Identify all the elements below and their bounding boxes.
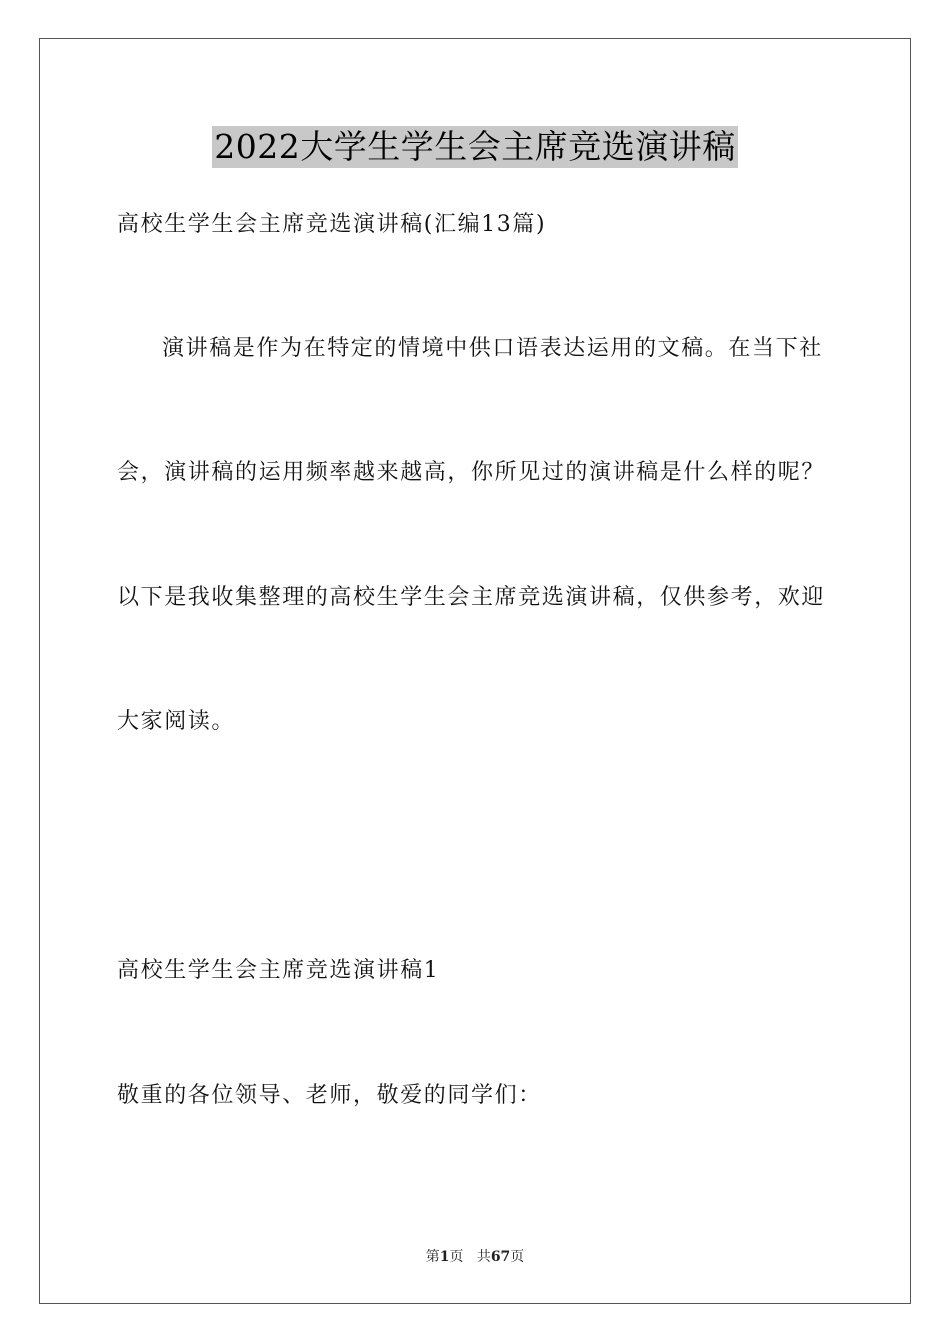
- title-container: [0, 126, 950, 168]
- footer-page-prefix: 第: [425, 1249, 440, 1265]
- intro-line-4: 大家阅读。: [117, 709, 236, 734]
- footer-total-suffix: 页: [510, 1249, 525, 1265]
- document-title: 2022大学生学生会主席竞选演讲稿: [214, 127, 736, 166]
- footer-page-suffix: 页: [449, 1249, 464, 1265]
- footer-total-pages: 67: [490, 1249, 511, 1265]
- intro-line-3: 以下是我收集整理的高校生学生会主席竞选演讲稿，仅供参考，欢迎: [117, 585, 826, 610]
- salutation: 敬重的各位领导、老师，敬爱的同学们：: [117, 1083, 542, 1108]
- intro-line-1: 演讲稿是作为在特定的情境中供口语表达运用的文稿。在当下社: [162, 336, 823, 361]
- section-heading: 高校生学生会主席竞选演讲稿1: [117, 958, 440, 983]
- document-subtitle: 高校生学生会主席竞选演讲稿(汇编13篇): [117, 212, 547, 237]
- footer-page-number: 1: [439, 1249, 450, 1265]
- intro-line-2: 会，演讲稿的运用频率越来越高，你所见过的演讲稿是什么样的呢？: [117, 460, 826, 485]
- footer-total-prefix: 共: [476, 1249, 491, 1265]
- page-footer: [0, 1247, 950, 1267]
